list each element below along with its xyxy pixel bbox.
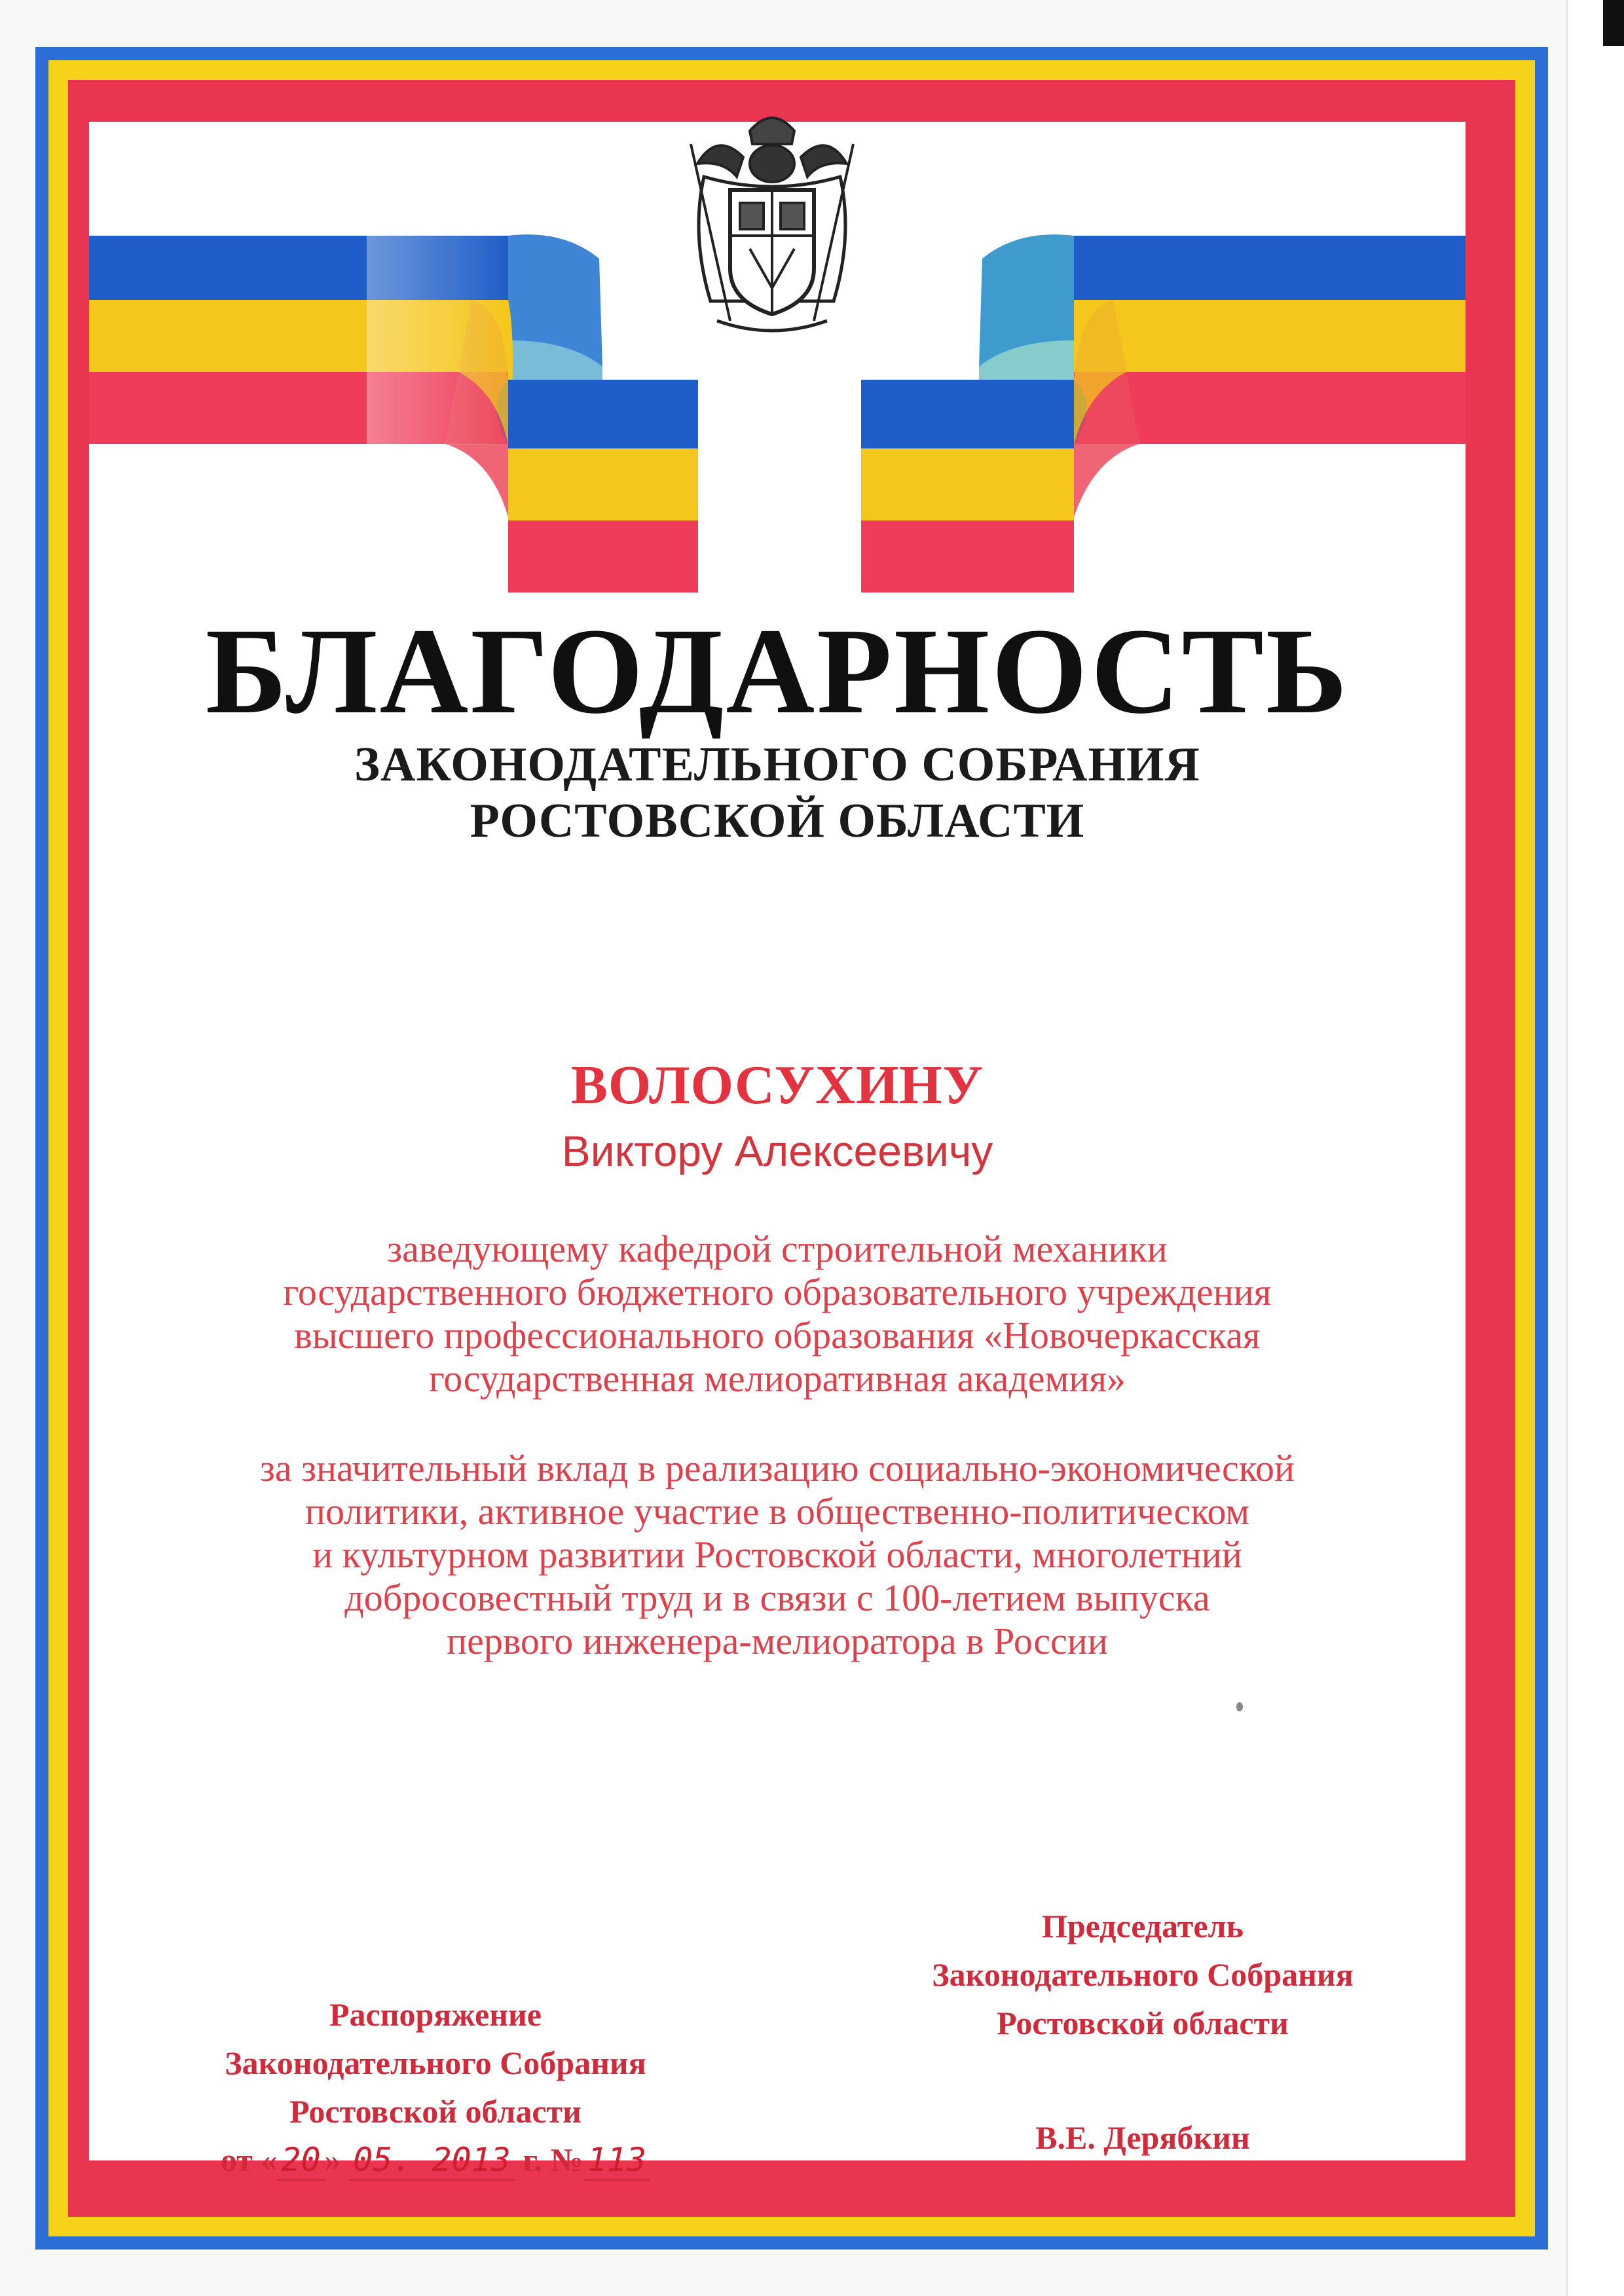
reason-line: добросовестный труд и в связи с 100-летием выпуска xyxy=(344,1576,1210,1619)
signatory-region: Ростовской области xyxy=(997,2005,1289,2041)
order-day: 20 xyxy=(277,2141,324,2181)
reason-line: первого инженера-мелиоратора в России xyxy=(447,1620,1108,1662)
position-line: высшего профессионального образования «Новочеркасская xyxy=(294,1314,1261,1357)
subtitle-line-2: РОСТОВСКОЙ ОБЛАСТИ xyxy=(470,794,1085,848)
position-line: государственная мелиоративная академия» xyxy=(428,1357,1126,1400)
order-date-line xyxy=(147,2136,724,2184)
order-date-prefix: от « xyxy=(220,2141,278,2178)
position-line: заведующему кафедрой строительной механики xyxy=(387,1228,1168,1270)
recipient-given-name: Виктору Алексеевичу xyxy=(561,1127,993,1175)
signatory-name: В.Е. Дерябкин xyxy=(1035,2119,1250,2156)
order-number: 113 xyxy=(583,2141,650,2181)
order-month-year: 05. 2013 xyxy=(349,2141,515,2181)
order-body: Законодательного Собрания xyxy=(225,2045,646,2081)
order-date-mid: » xyxy=(324,2141,341,2178)
signatory-title: Председатель xyxy=(1041,1908,1244,1944)
reason-line: и культурном развитии Ростовской области, многолетний xyxy=(312,1533,1242,1576)
order-year-suffix: г. № xyxy=(523,2141,583,2178)
scan-speck xyxy=(1236,1702,1243,1711)
award-reason xyxy=(89,1447,1466,1663)
subtitle-line-1: ЗАКОНОДАТЕЛЬНОГО СОБРАНИЯ xyxy=(354,738,1201,792)
reason-line: за значительный вклад в реализацию социально-экономической xyxy=(259,1447,1295,1489)
order-region: Ростовской области xyxy=(289,2093,581,2130)
order-block xyxy=(147,1990,724,2184)
recipient-position xyxy=(89,1228,1466,1400)
reason-line: политики, активное участие в общественно-политическом xyxy=(304,1490,1250,1533)
ribbon-right xyxy=(861,234,1466,592)
rostov-oblast-coat-of-arms-icon xyxy=(671,105,873,340)
document-subtitle xyxy=(89,737,1466,849)
document-title: БЛАГОДАРНОСТЬ xyxy=(205,602,1350,739)
recipient-surname: ВОЛОСУХИНУ xyxy=(570,1055,984,1116)
signatory-block xyxy=(874,1902,1411,2047)
signatory-body: Законодательного Собрания xyxy=(932,1956,1354,1993)
position-line: государственного бюджетного образовательного учреждения xyxy=(283,1271,1272,1313)
order-title: Распоряжение xyxy=(329,1996,542,2033)
